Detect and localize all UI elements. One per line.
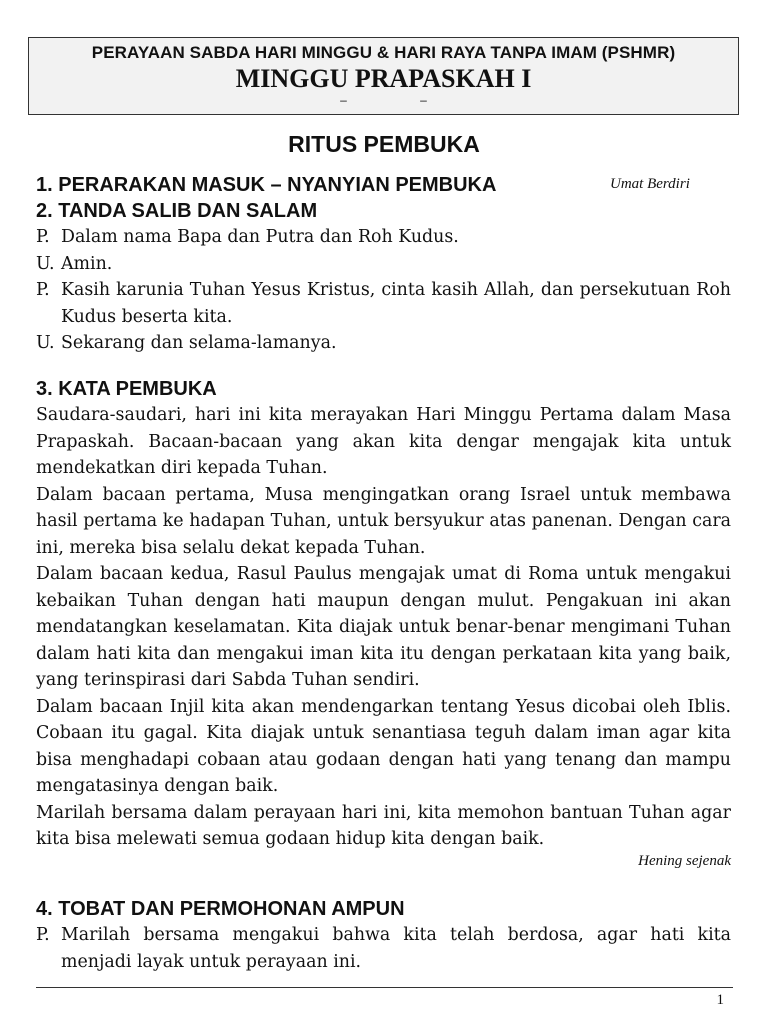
speaker-label: U. [36, 253, 55, 274]
dialogue-line [36, 224, 731, 251]
header-subtitle: PERAYAAN SABDA HARI MINGGU & HARI RAYA TANPA IMAM (PSHMR) [91, 43, 676, 62]
section-2 [36, 198, 731, 357]
section-2-heading: 2. TANDA SALIB DAN SALAM [36, 200, 318, 222]
paragraph: Dalam bacaan Injil kita akan mendengarkan tentang Yesus dicobai oleh Iblis. Cobaan itu gagal. Kita diajak untuk senantiasa teguh dalam iman agar kita bisa menghadapi cobaan atau godaan dengan hati yang tenang dan mampu mengatasinya dengan baik. [36, 696, 731, 796]
speaker-label: P. [36, 925, 50, 945]
section-1 [36, 172, 731, 198]
paragraph: Dalam bacaan kedua, Rasul Paulus mengajak umat di Roma untuk mengakui kebaikan Tuhan dengan hati maupun dengan mulut. Pengakuan ini akan mendatangkan keselamatan. Kita diajak untuk benar-benar mengimani Tuhan dalam hati kita dan mengakui iman kita itu dengan perkataan kita yang baik, yang terinspirasi dari Sabda Tuhan sendiri. [36, 564, 731, 690]
page-number: 1 [716, 992, 724, 1008]
section-1-note: Umat Berdiri [610, 176, 690, 192]
dialogue-text: Amin. [61, 253, 113, 274]
speaker-label: P. [36, 280, 50, 300]
section-4-heading: 4. TOBAT DAN PERMOHONAN AMPUN [36, 898, 405, 920]
dialogue-line [36, 251, 731, 278]
footer-rule [36, 987, 733, 988]
section-3-note: Hening sejenak [638, 852, 731, 869]
header-box [28, 37, 739, 115]
section-3 [36, 376, 731, 870]
paragraph: Marilah bersama dalam perayaan hari ini, kita memohon bantuan Tuhan agar kita bisa melewati semua godaan hidup kita dengan baik. [36, 802, 731, 849]
header-title: MINGGU PRAPASKAH I [235, 64, 532, 93]
dialogue-line [36, 330, 731, 357]
speaker-label: U. [36, 333, 55, 353]
section-4 [36, 896, 731, 975]
paragraph: Dalam bacaan pertama, Musa mengingatkan orang Israel untuk membawa hasil pertama ke hadapan Tuhan, untuk bersyukur atas panenan. Dengan cara ini, mereka bisa selalu dekat kepada Tuhan. [36, 484, 731, 558]
dialogue-text: Kasih karunia Tuhan Yesus Kristus, cinta kasih Allah, dan persekutuan Roh Kudus beserta kita. [61, 280, 731, 327]
section-1-heading: 1. PERARAKAN MASUK – NYANYIAN PEMBUKA [36, 174, 497, 196]
dialogue-line [36, 922, 731, 975]
dialogue-text: Marilah bersama mengakui bahwa kita telah berdosa, agar hati kita menjadi layak untuk perayaan ini. [61, 925, 731, 972]
speaker-label: P. [36, 227, 50, 247]
main-heading: RITUS PEMBUKA [288, 131, 480, 157]
section-3-heading: 3. KATA PEMBUKA [36, 378, 217, 400]
dialogue-line [36, 277, 731, 330]
dialogue-text: Dalam nama Bapa dan Putra dan Roh Kudus. [61, 227, 459, 247]
header-dashes: – – [340, 93, 427, 107]
dialogue-text: Sekarang dan selama-lamanya. [61, 333, 337, 353]
paragraph: Saudara-saudari, hari ini kita merayakan Hari Minggu Pertama dalam Masa Prapaskah. Bacaan-bacaan yang akan kita dengar mengajak kita untuk mendekatkan diri kepada Tuhan. [36, 405, 731, 478]
